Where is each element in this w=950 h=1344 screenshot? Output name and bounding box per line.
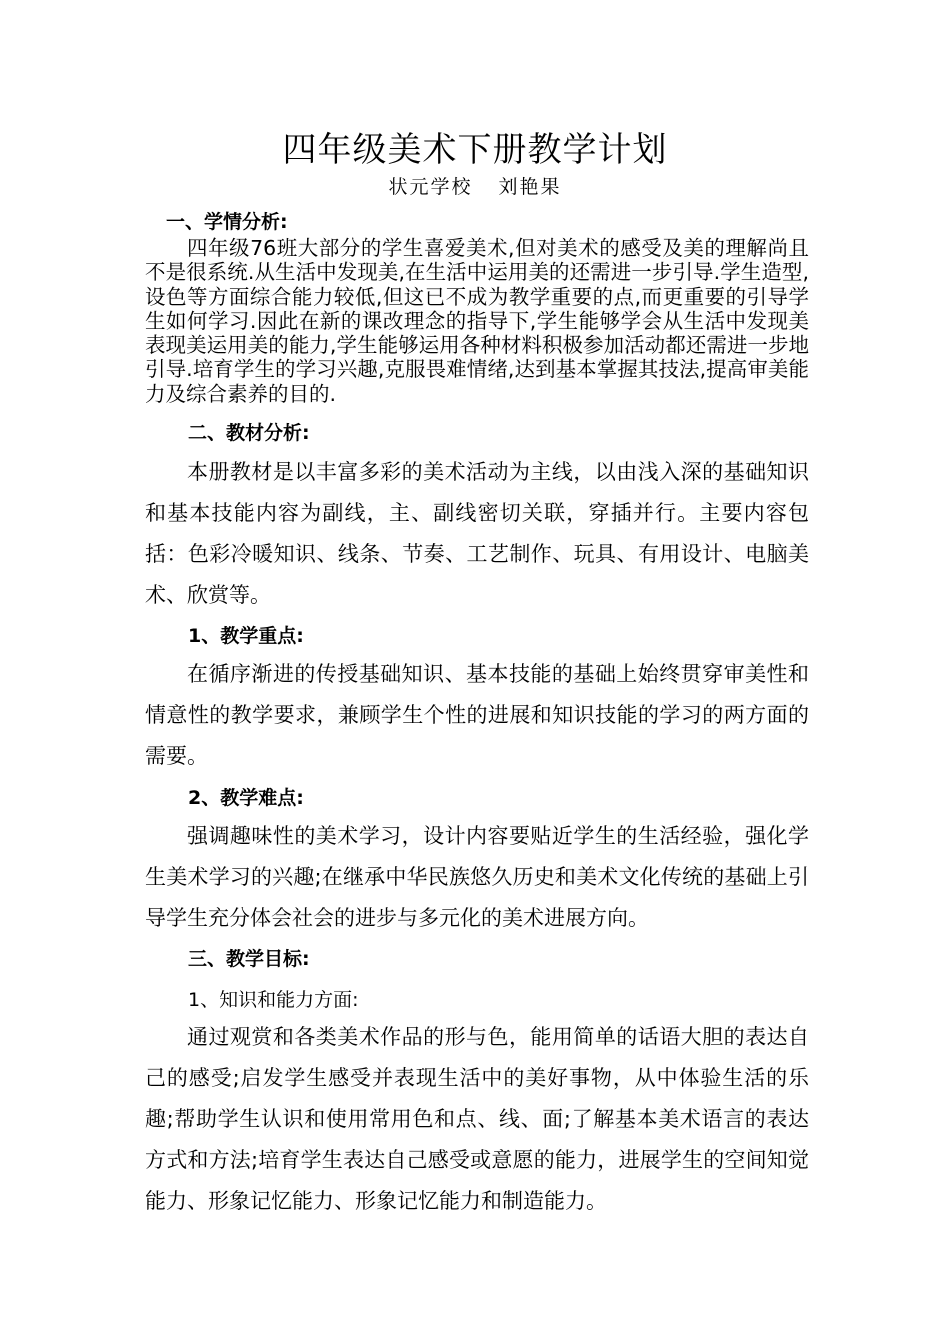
section-heading-teaching-focus: 1、教学重点: — [188, 625, 304, 647]
school-name: 状元学校 — [388, 176, 473, 198]
paragraph-knowledge-ability: 通过观赏和各类美术作品的形与色，能用简单的话语大胆的表达自己的感受;启发学生感受并表现生活中的美好事物，从中体验生活的乐趣;帮助学生认识和使用常用色和点、线、面;了解基本美术语言的表达方式和方法;培育学生表达自己感受或意愿的能力，进展学生的空间知觉能力、形象记忆能力、形象记忆能力和制造能力。 — [145, 1025, 809, 1213]
section-heading-learning-analysis: 一、学情分析: — [166, 211, 288, 233]
author-name: 刘艳果 — [498, 176, 562, 198]
subsection-label-knowledge-ability: 1、知识和能力方面: — [188, 989, 359, 1011]
section-heading-textbook-analysis: 二、教材分析: — [188, 422, 310, 444]
paragraph-teaching-difficulty: 强调趣味性的美术学习，设计内容要贴近学生的生活经验，强化学生美术学习的兴趣;在继承中华民族悠久历史和美术文化传统的基础上引导学生充分体会社会的进步与多元化的美术进展方向。 — [145, 824, 809, 930]
document-byline — [0, 174, 950, 200]
paragraph-teaching-focus: 在循序渐进的传授基础知识、基本技能的基础上始终贯穿审美性和情意性的教学要求，兼顾学生个性的进展和知识技能的学习的两方面的需要。 — [145, 662, 809, 768]
paragraph-textbook-analysis: 本册教材是以丰富多彩的美术活动为主线，以由浅入深的基础知识和基本技能内容为副线，主、副线密切关联，穿插并行。主要内容包括：色彩冷暖知识、线条、节奏、工艺制作、玩具、有用设计、电脑美术、欣赏等。 — [145, 460, 809, 607]
section-heading-teaching-goals: 三、教学目标: — [188, 948, 310, 970]
paragraph-learning-analysis: 四年级76班大部分的学生喜爱美术,但对美术的感受及美的理解尚且不是很系统.从生活中发现美,在生活中运用美的还需进一步引导.学生造型,设色等方面综合能力较低,但这已不成为教学重要的点,而更重要的引导学生如何学习.因此在新的课改理念的指导下,学生能够学会从生活中发现美表现美运用美的能力,学生能够运用各种材料积极参加活动都还需进一步地引导.培育学生的学习兴趣,克服畏难情绪,达到基本掌握其技法,提高审美能力及综合素养的目的. — [145, 236, 809, 406]
section-heading-teaching-difficulty: 2、教学难点: — [188, 787, 304, 809]
document-title: 四年级美术下册教学计划 — [282, 130, 668, 170]
